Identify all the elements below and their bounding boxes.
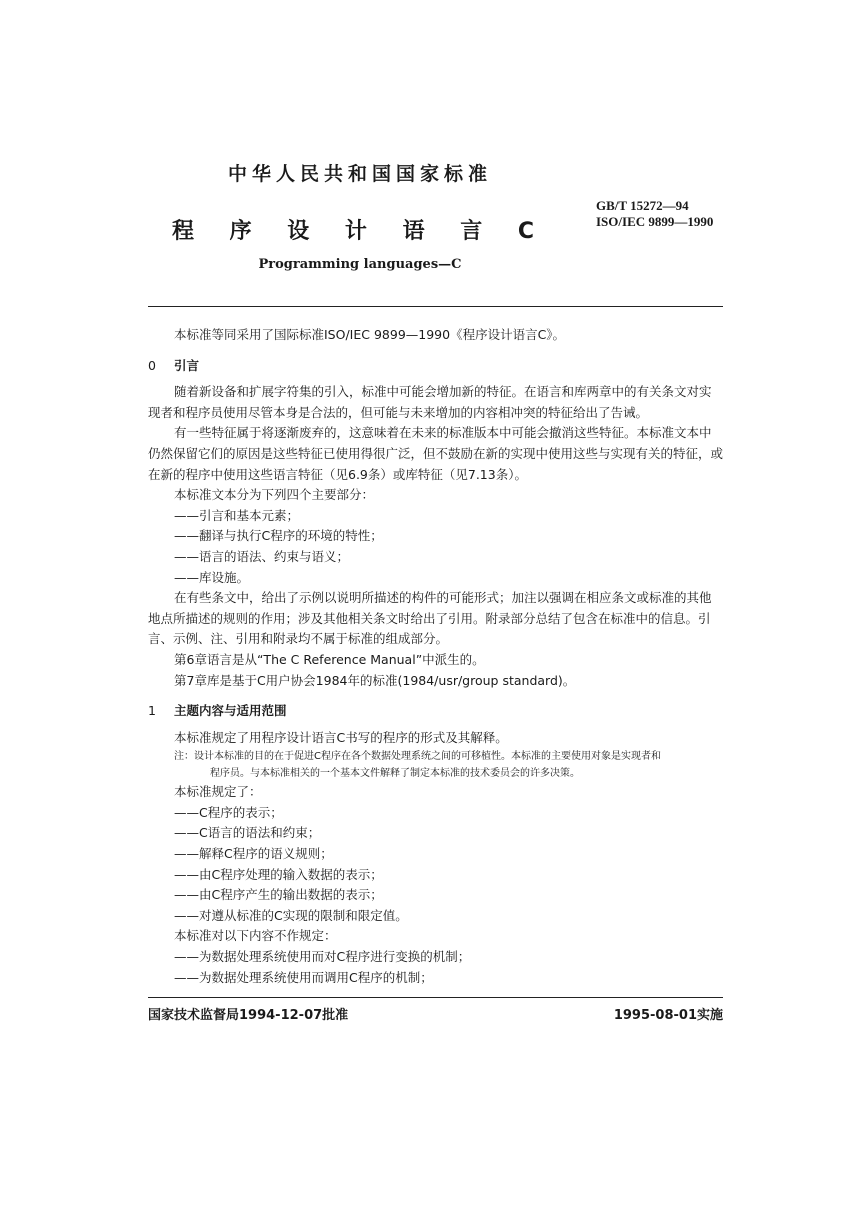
list-item: ——C语言的语法和约束； bbox=[174, 825, 321, 841]
note-line: 注：设计本标准的目的在于促进C程序在各个数据处理系统之间的可移植性。本标准的主要使用对象是实现者和 bbox=[174, 751, 661, 763]
section-title: 主题内容与适用范围 bbox=[174, 703, 287, 719]
paragraph: 本标准规定了： bbox=[174, 784, 262, 800]
paragraph: 本标准规定了用程序设计语言C书写的程序的形式及其解释。 bbox=[174, 729, 508, 745]
list-item: ——C程序的表示； bbox=[174, 804, 283, 820]
list-item: ——语言的语法、约束与语义； bbox=[174, 548, 350, 564]
standard-series-title: 中华人民共和国国家标准 bbox=[227, 163, 492, 185]
section-title: 引言 bbox=[174, 357, 200, 373]
paragraph: 有一些特征属于将逐渐废弃的，这意味着在未来的标准版本中可能会撤消这些特征。本标准文本中仍然保留它们的原因是这些特征已使用得很广泛，但不鼓励在新的实现中使用这些与实现有关的特征，或在新的程序中使用这些语言特征（见6.9条）或库特征（见7.13条）。 bbox=[148, 425, 724, 482]
list-item: ——对遵从标准的C实现的限制和限定值。 bbox=[174, 907, 408, 923]
approval-date: 国家技术监督局1994-12-07批准 bbox=[148, 1008, 349, 1023]
document-title: 程 序 设 计 语 言 C bbox=[171, 219, 549, 244]
paragraph: 随着新设备和扩展字符集的引入，标准中可能会增加新的特征。在语言和库两章中的有关条文对实现者和程序员使用尽管本身是合法的，但可能与未来增加的内容相冲突的特征给出了告诫。 bbox=[148, 384, 712, 420]
list-item: ——由C程序产生的输出数据的表示； bbox=[174, 887, 383, 903]
list-item: ——解释C程序的语义规则； bbox=[174, 846, 333, 862]
paragraph: 第7章库是基于C用户协会1984年的标准(1984/usr/group standard)。 bbox=[174, 672, 576, 688]
gb-code: GB/T 15272—94 bbox=[596, 198, 689, 213]
section-heading-scope bbox=[148, 701, 723, 722]
note-line: 程序员。与本标准相关的一个基本文件解释了制定本标准的技术委员会的许多决策。 bbox=[210, 768, 580, 780]
paragraph: 本标准对以下内容不作规定： bbox=[174, 928, 337, 944]
list-item: ——翻译与执行C程序的环境的特性； bbox=[174, 528, 383, 544]
list-item: ——为数据处理系统使用而调用C程序的机制； bbox=[174, 969, 433, 985]
header-divider bbox=[148, 306, 723, 307]
standard-codes bbox=[596, 198, 713, 230]
note bbox=[148, 748, 723, 782]
list-item: ——由C程序处理的输入数据的表示； bbox=[174, 866, 383, 882]
paragraph: 在有些条文中，给出了示例以说明所描述的构件的可能形式；加注以强调在相应条文或标准的其他地点所描述的规则的作用；涉及其他相关条文时给出了引用。附录部分总结了包含在标准中的信息。引言、示例、注、引用和附录均不属于标准的组成部分。 bbox=[148, 590, 712, 647]
document-subtitle: Programming languages—C bbox=[258, 257, 462, 272]
footer-divider bbox=[148, 997, 723, 998]
list-item: ——为数据处理系统使用而对C程序进行变换的机制； bbox=[174, 949, 471, 965]
list-item: ——库设施。 bbox=[174, 569, 250, 585]
effective-date: 1995-08-01实施 bbox=[613, 1008, 723, 1023]
paragraph: 第6章语言是从“The C Reference Manual”中派生的。 bbox=[174, 651, 485, 667]
document-body bbox=[148, 325, 723, 988]
list-item: ——引言和基本元素； bbox=[174, 507, 300, 523]
section-number: 0 bbox=[148, 357, 156, 373]
paragraph: 本标准文本分为下列四个主要部分： bbox=[174, 487, 375, 503]
iso-code: ISO/IEC 9899—1990 bbox=[596, 214, 714, 229]
adoption-statement: 本标准等同采用了国际标准ISO/IEC 9899—1990《程序设计语言C》。 bbox=[174, 327, 566, 342]
section-heading-introduction bbox=[148, 356, 723, 377]
section-number: 1 bbox=[148, 703, 156, 719]
